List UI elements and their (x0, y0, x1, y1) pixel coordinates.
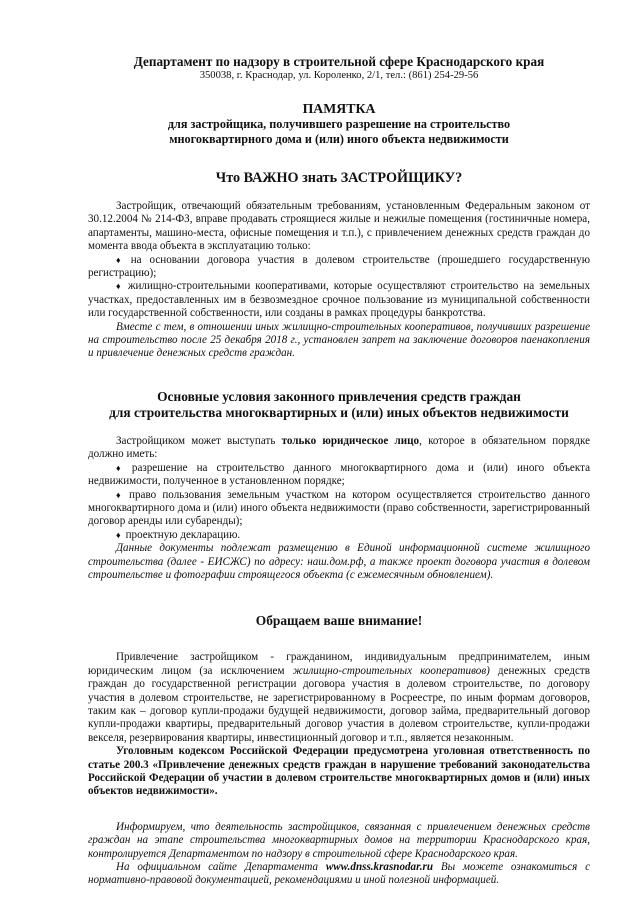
section3-website (88, 861, 590, 888)
section2-bullet-1: ♦ разрешение на строительство данного многоквартирного дома и (или) иного объекта недвижимости, полученное в установленном порядке; (88, 462, 590, 489)
section2-intro-emphasis: только юридическое лицо (281, 434, 420, 447)
section1-note: Вместе с тем, в отношении иных жилищно-строительных кооперативов, получивших разрешение на строительство после 25 декабря 2018 г., установлен запрет на заключение договоров паенакопления и привлечение денежных средств граждан. (88, 320, 590, 360)
memo-subtitle-line1: для застройщика, получившего разрешение на строительство (167, 117, 511, 131)
section3-website-end: Вы можете ознакомиться с нормативно-правовой документацией, рекомендациями и иной полезной информацией. (88, 861, 590, 887)
section2-bullet-2: ♦ право пользования земельным участком на котором осуществляется строительство данного многоквартирного дома и (или) иного объекта недвижимости (право собственности, зарегистрированный договор аренды или субаренды); (88, 489, 590, 529)
section1-bullet-1: ♦ на основании договора участия в долевом строительстве (прошедшего государственную регистрацию); (88, 254, 590, 281)
section2-heading-line2: для строительства многоквартирных и (или) иных объектов недвижимости (109, 404, 569, 420)
section3-criminal-code: Уголовным кодексом Российской Федерации предусмотрена уголовная ответственность по статье 200.3 «Привлечение денежных средств граждан в нарушение требований законодательства Российской Федерации об участии в долевом строительстве многоквартирных домов и (или) иных объектов недвижимости». (88, 745, 590, 798)
department-name: Департамент по надзору в строительной сфере Краснодарского края (133, 54, 545, 69)
section3-paragraph-1-italic: жилищно-строительных кооперативов) (292, 664, 490, 677)
section3-heading: Обращаем ваше внимание! (255, 613, 423, 629)
section1-intro: Застройщик, отвечающий обязательным требованиям, установленным Федеральным законом от 30.12.2004 № 214-ФЗ, вправе продавать строящиеся жилые и нежилые помещения (гостиничные номера, апартаменты, машино-места, офисные помещения и т.п.), с привлечением денежных средств граждан до момента ввода объекта в эксплуатацию только: (88, 200, 590, 253)
section2-bullet-3: ♦ проектную декларацию. (88, 529, 590, 542)
section3-paragraph-1-end: денежных средств граждан до государственной регистрации договора участия в долевом строительстве, по договору участия в долевом строительстве, не зарегистрированному в Росреестре, по иным формам договоров, таким как – договор купли-продажи будущей недвижимости, договор займа, предварительный договор купли-продажи квартиры, предварительный договор участия в долевом строительстве, купли-продажи векселя, резервирования квартиры, инвестиционный договор и т.п., является незаконным. (88, 664, 590, 744)
section1-bullet-2: ♦ жилищно-строительными кооперативами, которые осуществляют строительство на земельных участках, предоставленных им в безвозмездное срочное пользование из муниципальной собственности или государственной собственности, или созданы в рамках процедуры банкротства. (88, 280, 590, 320)
section3-paragraph-1-start: Привлечение застройщиком - гражданином, индивидуальным предпринимателем, иным юридическим лицом (за исключением (88, 651, 590, 677)
section3-paragraph-1 (88, 651, 590, 745)
section3-info: Информируем, что деятельность застройщиков, связанная с привлечением денежных средств граждан на этапе строительства многоквартирных домов на территории Краснодарского края, контролируется Департаментом по надзору в строительной сфере Краснодарского края. (88, 820, 590, 860)
section3-website-start: На официальном сайте Департамента (116, 861, 326, 874)
section2-intro-end: , которое в обязательном порядке должно иметь: (88, 434, 591, 461)
department-address: 350038, г. Краснодар, ул. Короленко, 2/1, тел.: (861) 254-29-56 (199, 70, 479, 81)
section2-heading-line1: Основные условия законного привлечения средств граждан (157, 388, 521, 404)
section2-intro-start: Застройщиком может выступать (116, 434, 282, 447)
section1-heading: Что ВАЖНО знать ЗАСТРОЙЩИКУ? (215, 170, 463, 186)
section2-note: Данные документы подлежат размещению в Единой информационной системе жилищного строительства (далее - ЕИСЖС) по адресу: наш.дом.рф, а также проект договора участия в долевом строительстве и фотографии строящегося объекта (с ежемесячным обновлением). (88, 542, 590, 581)
memo-title: ПАМЯТКА (302, 101, 376, 116)
section2-intro (88, 435, 590, 462)
department-website-link[interactable]: www.dnss.krasnodar.ru (325, 861, 434, 874)
memo-subtitle-line2: многоквартирного дома и (или) иного объекта недвижимости (169, 132, 509, 146)
